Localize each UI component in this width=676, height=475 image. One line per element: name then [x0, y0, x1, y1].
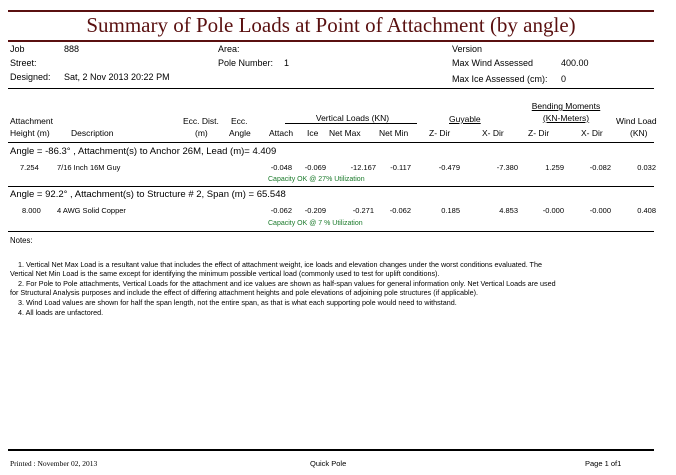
row-height: 8.000: [22, 206, 41, 215]
col-net-min: Net Min: [379, 128, 409, 138]
note-2-cont: for Structural Analysis purposes and include the effect of differing attachment heights and pole elevations of adjoining pole structures (if applicable).: [10, 288, 479, 297]
columns-rule: [8, 142, 654, 143]
col-bending-units: (KN-Meters): [542, 113, 590, 123]
row-wind: 0.032: [637, 163, 656, 172]
title-top-rule: [8, 10, 654, 12]
row-ice: -0.069: [304, 163, 326, 172]
col-bend-x: X- Dir: [581, 128, 603, 138]
row-bend-z: 1.259: [545, 163, 564, 172]
app-name: Quick Pole: [310, 459, 347, 468]
col-bend-z: Z- Dir: [528, 128, 550, 138]
row-guy-z: 0.185: [441, 206, 460, 215]
version-label: Version: [452, 44, 483, 54]
row-wind: 0.408: [637, 206, 656, 215]
footer-rule: [8, 449, 654, 451]
col-vertical-group: Vertical Loads (KN): [315, 113, 390, 123]
row-description: 4 AWG Solid Copper: [57, 206, 126, 215]
notes-label: Notes:: [10, 236, 33, 245]
group-rule: [8, 186, 654, 187]
report-title: Summary of Pole Loads at Point of Attachment (by angle): [86, 13, 576, 37]
job-value: 888: [64, 44, 80, 54]
note-1: 1. Vertical Net Max Load is a resultant value that includes the effect of attachment weight, ice loads and elevation changes under the worst conditions evaluated. The: [18, 260, 542, 269]
area-label: Area:: [218, 44, 240, 54]
job-label: Job: [10, 44, 25, 54]
group-rule: [8, 231, 654, 232]
max-ice-label: Max Ice Assessed (cm):: [452, 74, 548, 84]
col-bending-group: Bending Moments: [531, 101, 601, 111]
pole-number-value: 1: [284, 58, 290, 68]
angle-heading: Angle = 92.2° , Attachment(s) to Structure # 2, Span (m) = 65.548: [10, 189, 286, 200]
row-guy-z: -0.479: [438, 163, 460, 172]
col-ecc-angle: Ecc.: [231, 116, 248, 126]
col-net-max: Net Max: [329, 128, 361, 138]
row-height: 7.254: [20, 163, 39, 172]
capacity-status: Capacity OK @ 27% Utilization: [268, 176, 365, 183]
col-guy-x: X- Dir: [482, 128, 504, 138]
col-wind-unit: (KN): [630, 128, 648, 138]
row-net-min: -0.117: [390, 163, 411, 172]
designed-value: Sat, 2 Nov 2013 20:22 PM: [64, 72, 170, 82]
printed-date: Printed : November 02, 2013: [10, 459, 98, 468]
header-rule: [8, 88, 654, 89]
col-guyable-group: Guyable: [449, 114, 481, 124]
col-guy-z: Z- Dir: [429, 128, 451, 138]
col-description: Description: [71, 128, 114, 138]
row-guy-x: 4.853: [499, 206, 518, 215]
note-1-cont: Vertical Net Min Load is the same except for identifying the minimum possible vertical load (commonly used to test for uplift conditions).: [10, 269, 440, 278]
col-ecc-dist: Ecc. Dist.: [183, 116, 219, 126]
col-ecc-angle-2: Angle: [229, 128, 251, 138]
pole-number-label: Pole Number:: [218, 58, 274, 68]
col-attach: Attach: [269, 128, 294, 138]
row-bend-x: -0.082: [589, 163, 611, 172]
vertical-group-rule: [285, 123, 417, 124]
note-2: 2. For Pole to Pole attachments, Vertical Loads for the attachment and ice values are shown as half-span values for general information only. Net Vertical Loads are used: [18, 279, 556, 288]
row-description: 7/16 Inch 16M Guy: [57, 163, 121, 172]
max-wind-label: Max Wind Assessed: [452, 58, 534, 68]
col-height: Height (m): [10, 128, 50, 138]
col-attachment: Attachment: [10, 116, 53, 126]
row-ice: -0.209: [304, 206, 326, 215]
row-net-min: -0.062: [389, 206, 411, 215]
title-bottom-rule: [8, 40, 654, 42]
angle-heading: Angle = -86.3° , Attachment(s) to Anchor 26M, Lead (m)= 4.409: [10, 146, 277, 157]
note-4: 4. All loads are unfactored.: [18, 308, 104, 317]
row-guy-x: -7.380: [496, 163, 518, 172]
row-net-max: -12.167: [350, 163, 376, 172]
row-net-max: -0.271: [352, 206, 374, 215]
street-label: Street:: [10, 58, 37, 68]
row-bend-x: -0.000: [589, 206, 611, 215]
note-3: 3. Wind Load values are shown for half the span length, not the entire span, as that is what each supporting pole would need to withstand.: [18, 298, 457, 307]
row-attach: -0.048: [270, 163, 292, 172]
row-attach: -0.062: [270, 206, 292, 215]
col-ecc-dist-unit: (m): [195, 128, 208, 138]
max-ice-value: 0: [561, 74, 567, 84]
col-wind: Wind Load: [616, 116, 657, 126]
col-ice: Ice: [307, 128, 319, 138]
designed-label: Designed:: [10, 72, 51, 82]
page-number: Page 1 of1: [585, 459, 622, 468]
row-bend-z: -0.000: [542, 206, 564, 215]
capacity-status: Capacity OK @ 7 % Utilization: [268, 220, 363, 227]
max-wind-value: 400.00: [561, 58, 589, 68]
